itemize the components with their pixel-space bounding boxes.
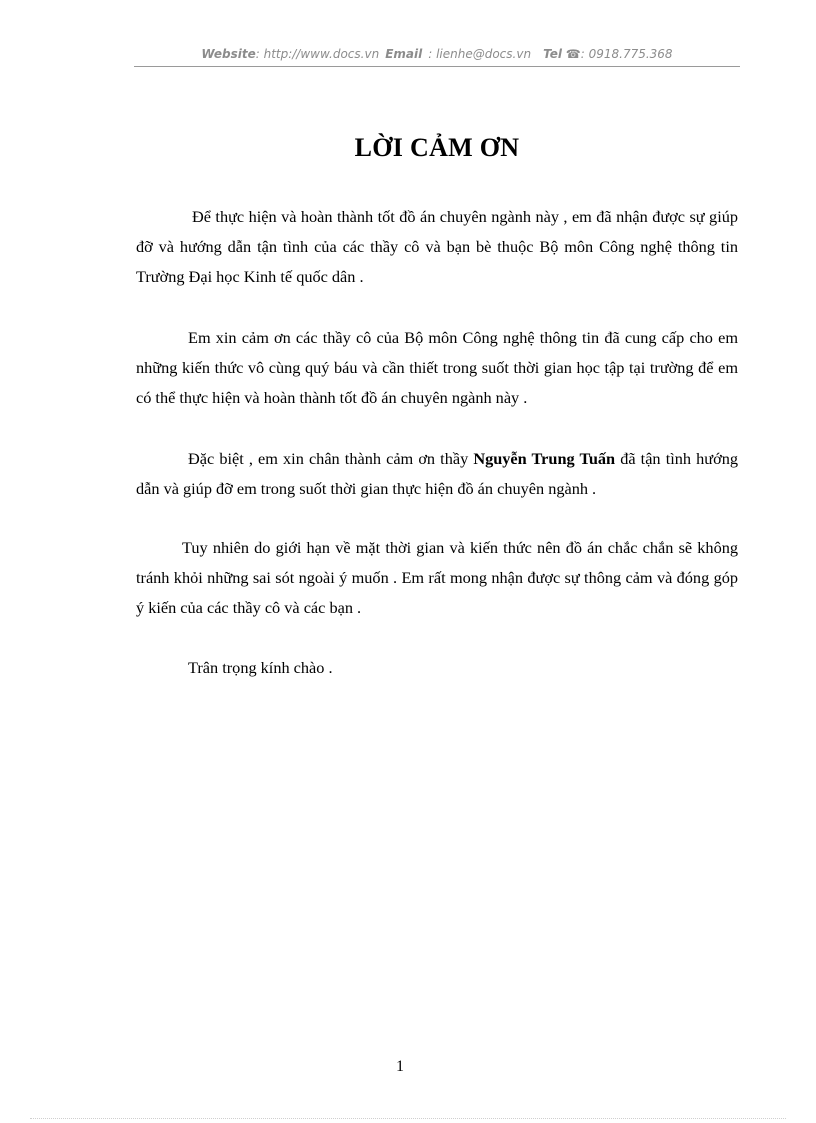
website-value: : http://www.docs.vn [255,47,380,61]
tel-value: : 0918.775.368 [580,47,673,61]
paragraph-2 [136,323,738,413]
teacher-name: Nguyễn Trung Tuấn [473,449,616,468]
paragraph-3-text-after: đã tận tình hướng dẫn và giúp đỡ em trong suốt thời gian thực hiện đồ án chuyên ngành . [136,449,738,498]
paragraph-3-text-before: Đặc biệt , em xin chân thành cảm ơn thầy [188,449,474,468]
website-label: Website [201,47,256,61]
email-label: Email [385,47,423,61]
closing-line-text: Trân trọng kính chào . [188,658,333,677]
page-number: 1 [396,1058,404,1075]
paragraph-1 [136,202,738,292]
header-rule [134,66,740,67]
paragraph-4-text: Tuy nhiên do giới hạn về mặt thời gian và kiến thức nên đồ án chắc chắn sẽ không tránh khỏi những sai sót ngoài ý muốn . Em rất mong nhận được sự thông cảm và đóng góp ý kiến của các thầy cô và các bạn . [136,538,738,617]
phone-icon: ☎ [565,47,581,61]
email-value: : lienhe@docs.vn [428,47,532,61]
page-header [134,47,740,65]
tel-label: Tel [543,47,562,61]
paragraph-1-text: Để thực hiện và hoàn thành tốt đồ án chuyên ngành này , em đã nhận được sự giúp đỡ và hướng dẫn tận tình của các thầy cô và bạn bè thuộc Bộ môn Công nghệ thông tin Trường Đại học Kinh tế quốc dân . [136,207,738,286]
paragraph-3 [136,444,738,504]
closing-line [136,653,738,683]
paragraph-2-text: Em xin cảm ơn các thầy cô của Bộ môn Công nghệ thông tin đã cung cấp cho em những kiến thức vô cùng quý báu và cần thiết trong suốt thời gian học tập tại trường để em có thể thực hiện và hoàn thành tốt đồ án chuyên ngành này . [136,328,738,407]
page-title: LỜI CẢM ƠN [354,133,520,162]
paragraph-4 [136,533,738,623]
page-bottom-border [30,1118,786,1119]
